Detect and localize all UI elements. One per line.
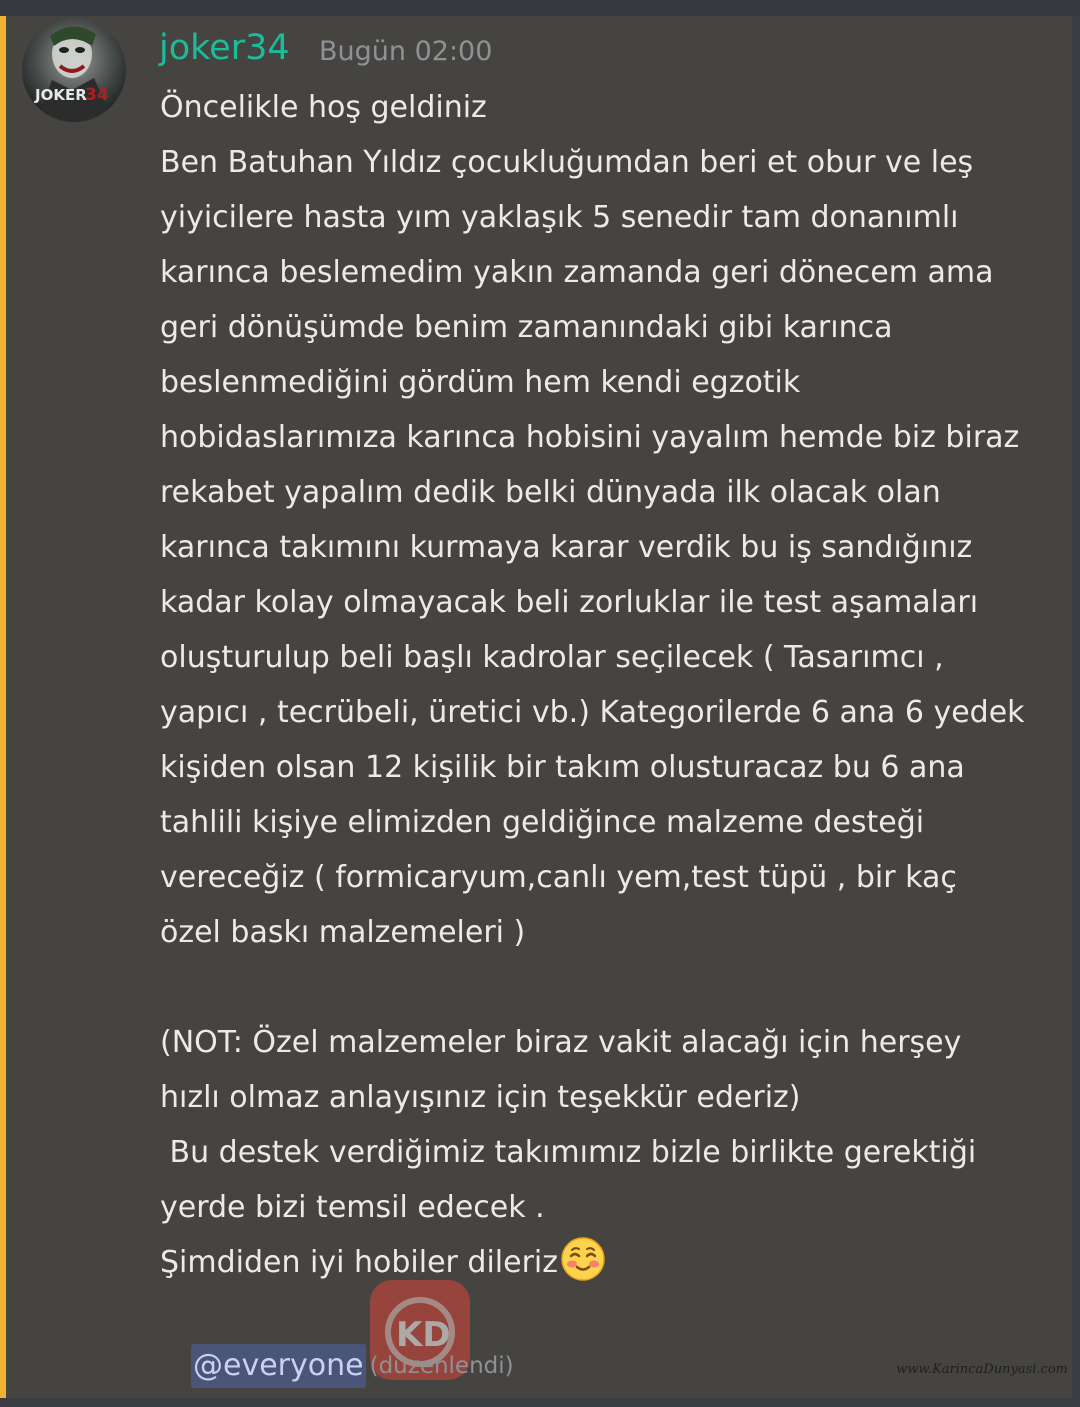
svg-text:34: 34	[85, 85, 109, 105]
message-line: beslenmediğini gördüm hem kendi egzotik	[160, 365, 801, 400]
top-strip	[0, 0, 1080, 16]
message-item[interactable]	[0, 16, 1072, 1398]
message-line: geri dönüşümde benim zamanındaki gibi karınca	[160, 310, 893, 345]
right-edge	[1072, 16, 1080, 1398]
watermark-site: www.KarincaDunyasi.com	[896, 1362, 1068, 1377]
message-line: rekabet yapalım dedik belki dünyada ilk olacak olan	[160, 475, 941, 510]
message-line: hızlı olmaz anlayışınız için teşekkür ederiz)	[160, 1080, 801, 1115]
message-line: kadar kolay olmayacak beli zorluklar ile test aşamaları	[160, 585, 979, 620]
message-line: karınca beslemedim yakın zamanda geri dönecem ama	[160, 255, 994, 290]
avatar[interactable]	[22, 18, 126, 122]
message-line: vereceğiz ( formicaryum,canlı yem,test tüpü , bir kaç	[160, 860, 957, 895]
mention-highlight-bar	[0, 16, 6, 1398]
message-line: Ben Batuhan Yıldız çocukluğumdan beri et obur ve leş	[160, 145, 974, 180]
svg-text:KD: KD	[396, 1315, 451, 1355]
everyone-mention[interactable]: @everyone	[191, 1344, 366, 1388]
message-line: yapıcı , tecrübeli, üretici vb.) Kategorilerde 6 ana 6 yedek	[160, 695, 1025, 730]
message-footer	[191, 1344, 514, 1388]
message-content	[160, 80, 1065, 1290]
message-line: hobidaslarımıza karınca hobisini yayalım hemde biz biraz	[160, 420, 1020, 455]
message-line: tahlili kişiye elimizden geldiğince malzeme desteği	[160, 805, 925, 840]
message-line-last	[160, 1235, 1065, 1290]
edited-label: (düzenlendi)	[369, 1353, 514, 1379]
svg-text:JOKER: JOKER	[35, 86, 87, 104]
message-line: kişiden olsan 12 kişilik bir takım olusturacaz bu 6 ana	[160, 750, 965, 785]
message-line: yerde bizi temsil edecek .	[160, 1190, 545, 1225]
username[interactable]: joker34	[159, 28, 290, 68]
bottom-strip	[0, 1398, 1080, 1407]
message-line: (NOT: Özel malzemeler biraz vakit alacağı için herşey	[160, 1025, 962, 1060]
message-line: yiyicilere hasta yım yaklaşık 5 senedir tam donanımlı	[160, 200, 959, 235]
joker-avatar-icon	[22, 18, 126, 122]
message-line-blank	[160, 960, 1065, 1015]
message-line: özel baskı malzemeleri )	[160, 915, 526, 950]
message-line: Öncelikle hoş geldiniz	[160, 90, 487, 125]
message-timestamp: Bugün 02:00	[319, 36, 493, 67]
smiling-face-with-blush-icon	[560, 1236, 606, 1300]
message-line: oluşturulup beli başlı kadrolar seçilecek ( Tasarımcı ,	[160, 640, 944, 675]
message-line: Bu destek verdiğimiz takımımız bizle birlikte gerektiği	[160, 1135, 977, 1170]
message-line: karınca takımını kurmaya karar verdik bu iş sandığınız	[160, 530, 973, 565]
message-line-text: Şimdiden iyi hobiler dileriz	[160, 1245, 558, 1280]
